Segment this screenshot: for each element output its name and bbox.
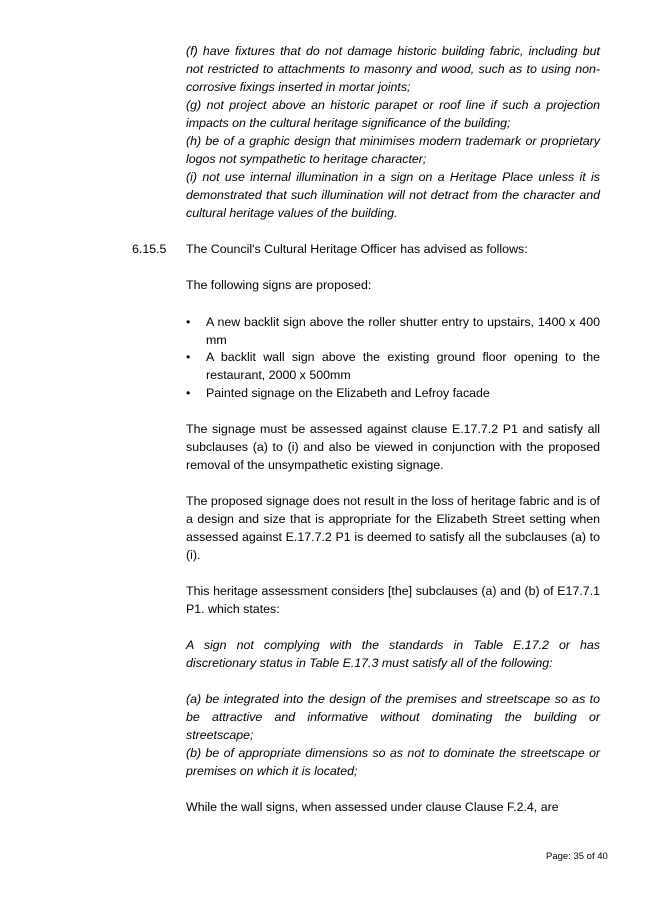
bullet-symbol: • [186, 315, 191, 329]
section-heading: The Council's Cultural Heritage Officer has advised as follows: [186, 242, 528, 256]
quote-clause-b: (b) be of appropriate dimensions so as not to dominate the streetscape or premises on which it is located; [186, 746, 600, 778]
bullet-item [186, 384, 600, 402]
heritage-paragraph: This heritage assessment considers [the] subclauses (a) and (b) of E17.7.1 P1. which states: [186, 584, 600, 616]
bullet-item [186, 348, 600, 384]
criterion-i: (i) not use internal illumination in a sign on a Heritage Place unless it is demonstrated that such illumination will not detract from the character and cultural heritage values of the building. [186, 170, 600, 220]
final-paragraph: While the wall signs, when assessed under clause Clause F.2.4, are [186, 800, 559, 814]
quote-clause-a: (a) be integrated into the design of the premises and streetscape so as to be attractive and informative without dominating the building or streetscape; [186, 692, 600, 742]
criterion-g: (g) not project above an historic parapet or roof line if such a projection impacts on the cultural heritage significance of the building; [186, 98, 600, 130]
criterion-f: (f) have fixtures that do not damage historic building fabric, including but not restricted to attachments to masonry and wood, such as to using non-corrosive fixings inserted in mortar joints; [186, 44, 600, 94]
bullet-text: A backlit wall sign above the existing ground floor opening to the restaurant, 2000 x 500mm [206, 350, 600, 382]
bullet-text: Painted signage on the Elizabeth and Lefroy facade [206, 386, 490, 400]
quote-paragraph: A sign not complying with the standards in Table E.17.2 or has discretionary status in Table E.17.3 must satisfy all of the following: [186, 638, 600, 670]
bullet-item [186, 313, 600, 349]
intro-text: The following signs are proposed: [186, 278, 372, 292]
section-number: 6.15.5 [132, 242, 167, 256]
page-number: Page: 35 of 40 [546, 851, 608, 862]
assessment-paragraph: The signage must be assessed against clause E.17.7.2 P1 and satisfy all subclauses (a) to (i) and also be viewed in conjunction with the proposed removal of the unsympathetic existing signage. [186, 422, 600, 472]
bullet-text: A new backlit sign above the roller shutter entry to upstairs, 1400 x 400 mm [206, 315, 600, 347]
bullet-symbol: • [186, 386, 191, 400]
criterion-h: (h) be of a graphic design that minimises modern trademark or proprietary logos not sympathetic to heritage character; [186, 134, 600, 166]
conclusion-paragraph: The proposed signage does not result in the loss of heritage fabric and is of a design and size that is appropriate for the Elizabeth Street setting when assessed against E.17.7.2 P1 is deemed to satisfy all the subclauses (a) to (i). [186, 494, 600, 562]
bullet-symbol: • [186, 350, 191, 364]
